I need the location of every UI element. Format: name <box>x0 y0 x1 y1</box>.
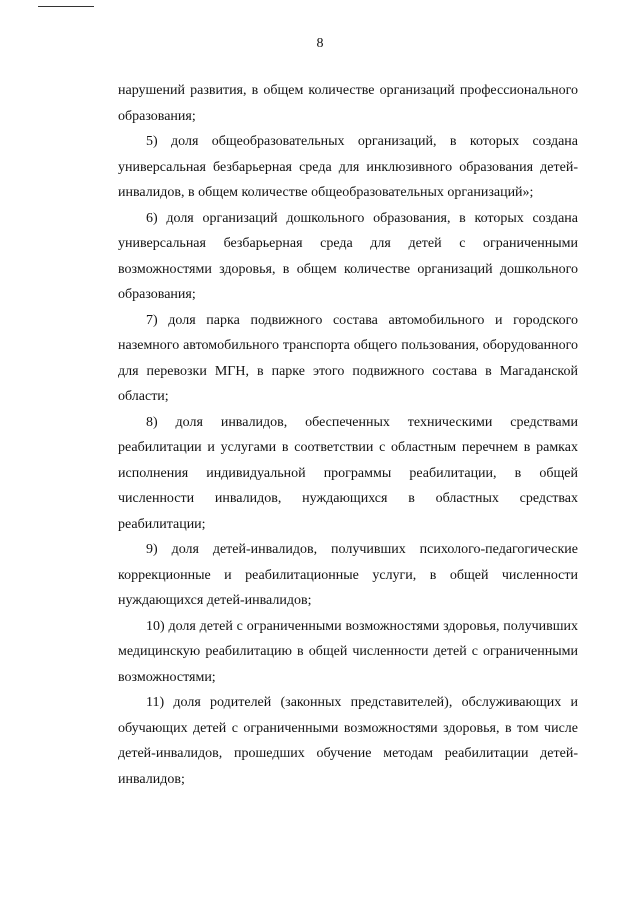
header-rule <box>38 6 94 7</box>
list-item-6: 6) доля организаций дошкольного образования, в которых создана универсальная безбарьерная среда для детей с ограниченными возможностями здоровья, в общем количестве организаций дошкольного образования; <box>118 210 578 302</box>
page-number: 8 <box>316 36 324 51</box>
paragraph-continuation: нарушений развития, в общем количестве организаций профессионального образования; <box>118 83 578 124</box>
list-item-9: 9) доля детей-инвалидов, получивших психолого-педагогические коррекционные и реабилитационные услуги, в общей численности нуждающихся детей-инвалидов; <box>118 542 578 608</box>
list-item-5: 5) доля общеобразовательных организаций, в которых создана универсальная безбарьерная среда для инклюзивного образования детей-инвалидов, в общем количестве общеобразовательных организаций»; <box>118 134 578 200</box>
page-body <box>118 78 578 792</box>
page-footer-blank <box>0 845 640 905</box>
list-item-8: 8) доля инвалидов, обеспеченных техническими средствами реабилитации и услугами в соответствии с областным перечнем в рамках исполнения индивидуальной программы реабилитации, в общей численности инвалидов, нуждающихся в областных средствах реабилитации; <box>118 414 578 532</box>
list-item-10: 10) доля детей с ограниченными возможностями здоровья, получивших медицинскую реабилитацию в общей численности детей с ограниченными возможностями; <box>118 618 578 685</box>
list-item-7: 7) доля парка подвижного состава автомобильного и городского наземного автомобильного транспорта общего пользования, оборудованного для перевозки МГН, в парке этого подвижного состава в Магаданской области; <box>118 312 578 404</box>
list-item-11: 11) доля родителей (законных представителей), обслуживающих и обучающих детей с ограниченными возможностями здоровья, в том числе детей-инвалидов, прошедших обучение методам реабилитации детей-инвалидов; <box>118 695 578 787</box>
